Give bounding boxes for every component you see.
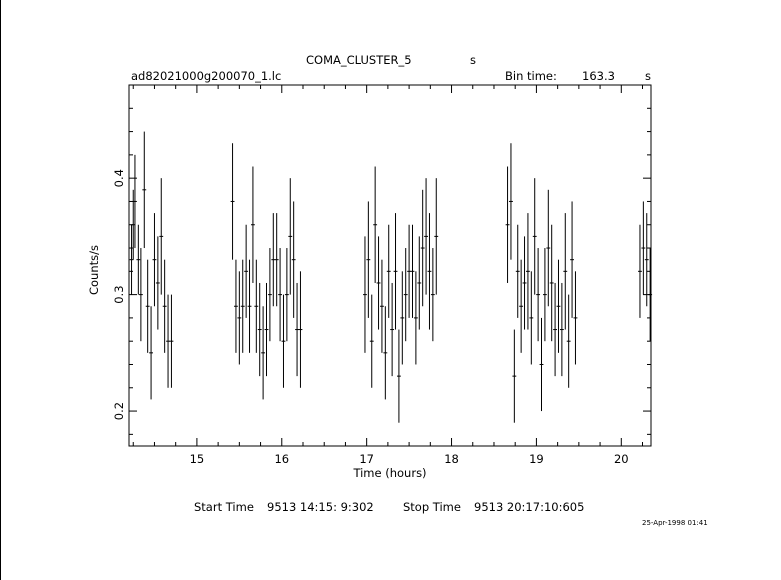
data-point [523,236,527,329]
data-point [166,295,170,388]
bin-time-label: Bin time: [505,69,557,83]
data-point [411,225,415,318]
data-point [570,201,574,317]
data-point [244,225,248,318]
bin-time-unit: s [645,69,651,83]
file-name: ad82021000g200070_1.lc [131,69,282,83]
data-point [397,330,401,423]
plot-frame [129,85,651,446]
x-tick-label: 17 [359,452,374,466]
data-point [421,190,425,306]
data-point [142,132,146,248]
data-point [153,213,157,306]
stop-time-value: 9513 20:17:10:605 [474,500,585,514]
data-point [428,213,432,329]
data-point [383,306,387,399]
data-point [641,201,645,294]
data-point [149,306,153,399]
x-tick-label: 16 [274,452,290,466]
data-point [248,260,252,353]
y-tick-label: 0.4 [112,169,126,188]
data-point [363,236,367,352]
data-point [292,201,296,317]
x-tick-label: 18 [444,452,459,466]
data-point [519,260,523,353]
data-point [251,167,255,283]
data-point [509,143,513,259]
axis-tick-labels [112,169,629,466]
data-point [288,178,292,294]
data-point [254,260,258,353]
data-point [370,295,374,388]
data-point [282,295,286,388]
data-point [377,236,381,329]
data-point [271,213,275,306]
data-point [278,248,282,341]
data-point [529,271,533,364]
stop-time-label: Stop Time [403,500,461,514]
data-point [563,213,567,329]
data-point [373,167,377,283]
data-point [170,295,174,388]
y-axis-label: Counts/s [87,244,101,296]
start-time-label: Start Time [194,500,254,514]
data-point [567,295,571,388]
data-point [146,260,150,353]
data-point [516,225,520,318]
data-point [638,225,642,318]
data-point [237,271,241,364]
data-point [258,283,262,376]
object-name: COMA_CLUSTER_5 [306,53,412,67]
data-point [431,248,435,341]
data-point [414,271,418,364]
data-point [234,260,238,353]
data-point [265,283,269,376]
data-point [533,178,537,294]
data-point [574,271,578,364]
data-point [404,248,408,341]
data-point [394,213,398,329]
data-point [261,306,265,399]
data-point [560,283,564,376]
data-point [543,248,547,341]
data-point [139,248,143,341]
data-point [546,190,550,306]
data-point [366,201,370,317]
data-point [295,283,299,376]
object-unit: s [470,53,476,67]
x-tick-label: 20 [613,452,629,466]
data-point [434,178,438,294]
data-point [512,330,516,423]
data-point [275,213,279,306]
data-point [380,260,384,353]
data-point [417,236,421,329]
data-point [231,143,235,259]
data-point [241,260,245,353]
start-time-value: 9513 14:15: 9:302 [267,500,374,514]
axis-ticks [129,85,651,446]
data-point [159,178,163,294]
data-point [506,167,510,283]
data-point [390,283,394,376]
data-point [557,260,561,353]
data-point [540,318,544,411]
data-points [130,132,652,423]
data-point [156,236,160,329]
y-tick-label: 0.3 [112,285,126,304]
data-point [645,213,649,306]
plot-timestamp: 25-Apr-1998 01:41 [642,519,708,527]
data-point [387,225,391,318]
data-point [550,225,554,341]
data-point [526,213,530,329]
data-point [553,283,557,376]
bin-time-value: 163.3 [582,69,615,83]
data-point [268,248,272,341]
data-point [407,225,411,318]
data-point [536,248,540,341]
data-point [285,248,289,341]
data-point [299,271,303,387]
data-point [163,260,167,353]
x-axis-label: Time (hours) [353,466,427,480]
data-point [400,271,404,364]
x-tick-label: 19 [529,452,544,466]
data-point [424,178,428,294]
x-tick-label: 15 [189,452,205,466]
y-tick-label: 0.2 [112,401,126,421]
data-point [136,225,140,295]
